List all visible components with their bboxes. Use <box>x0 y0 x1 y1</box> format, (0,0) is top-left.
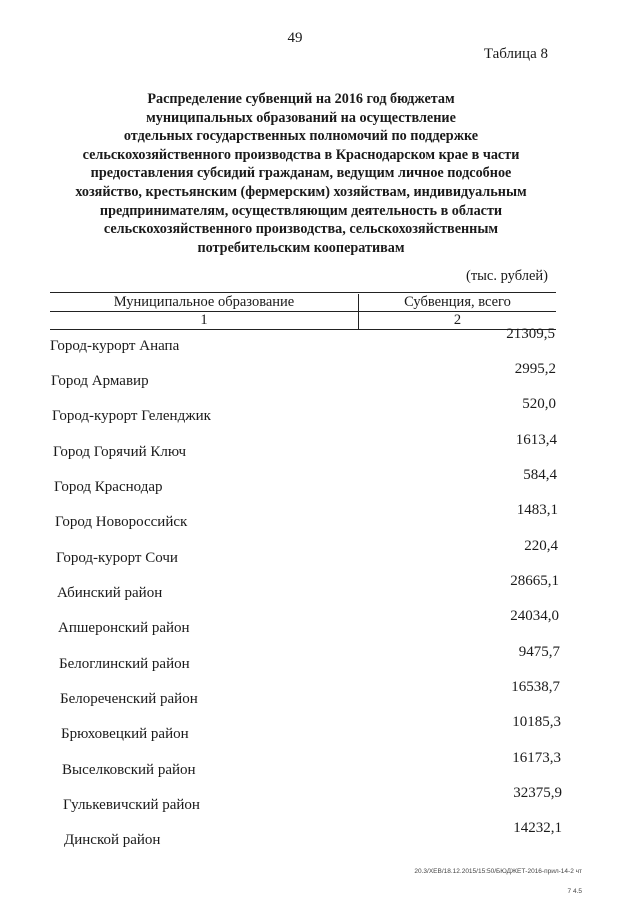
municipality-name: Город Краснодар <box>54 479 163 495</box>
municipality-name: Гулькевичский район <box>63 797 200 813</box>
subvention-value: 220,4 <box>524 538 558 554</box>
header-row-numbers <box>50 312 556 330</box>
municipality-name: Белоглинский район <box>59 656 190 672</box>
column-number-1: 1 <box>50 312 359 329</box>
table-row <box>0 361 640 389</box>
subvention-value: 9475,7 <box>518 644 560 660</box>
subvention-value: 32375,9 <box>513 785 562 801</box>
table-label: Таблица 8 <box>483 46 548 62</box>
municipality-name: Город Новороссийск <box>55 514 188 530</box>
column-number-2: 2 <box>453 312 462 328</box>
header-row-labels <box>50 293 556 312</box>
table-row <box>0 396 640 424</box>
municipality-name: Динской район <box>64 832 161 848</box>
table-row <box>0 502 640 530</box>
subvention-value: 10185,3 <box>512 714 561 730</box>
table-row <box>0 714 640 742</box>
table-row <box>0 644 640 672</box>
column-header-subvention: Субвенция, всего <box>404 294 511 310</box>
document-title: Распределение субвенций на 2016 год бюджетам муниципальных образований на осуществление отдельных государственных полномочий по поддержке сельскохозяйственного производства в Краснодарском крае в части предоставления субсидий гражданам, ведущим личное подсобное хозяйство, крестьянским (фермерским) хозяйствам, индивидуальным предпринимателям, осуществляющим деятельность в области сельскохозяйственного производства, сельскохозяйственным потребительским кооперативам <box>75 91 527 256</box>
table-row <box>0 326 640 354</box>
subvention-value: 584,4 <box>523 467 557 483</box>
column-header-municipality: Муниципальное образование <box>50 294 359 311</box>
subvention-value: 14232,1 <box>513 820 562 836</box>
subvention-value: 24034,0 <box>510 608 559 624</box>
subvention-value: 2995,2 <box>514 361 556 377</box>
municipality-name: Город-курорт Геленджик <box>52 408 211 424</box>
municipality-name: Город Армавир <box>51 373 149 389</box>
municipality-name: Белореченский район <box>60 691 198 707</box>
subvention-value: 16538,7 <box>511 679 560 695</box>
table-row <box>0 785 640 813</box>
subvention-value: 16173,3 <box>512 750 561 766</box>
table-row <box>0 467 640 495</box>
footer-mark: 7 4.5 <box>567 888 582 895</box>
table-row <box>0 679 640 707</box>
municipality-name: Город-курорт Сочи <box>56 550 178 566</box>
table-row <box>0 820 640 848</box>
municipality-name: Город Горячий Ключ <box>53 444 187 460</box>
subvention-value: 1483,1 <box>516 502 558 518</box>
subvention-value: 28665,1 <box>510 573 559 589</box>
table-row <box>0 538 640 566</box>
table-row <box>0 573 640 601</box>
table-header <box>50 292 556 330</box>
municipality-name: Выселковский район <box>62 762 196 778</box>
units-label: (тыс. рублей) <box>466 268 548 284</box>
subvention-value: 520,0 <box>522 396 556 412</box>
subvention-value: 1613,4 <box>515 432 557 448</box>
municipality-name: Брюховецкий район <box>61 726 189 742</box>
table-row <box>0 750 640 778</box>
subvention-value: 21309,5 <box>506 326 555 342</box>
footer-code: 20.3/XEB/18.12.2015/15:50/БЮДЖЕТ-2016-прил-14-2 чт <box>414 868 582 875</box>
page-number: 49 <box>287 30 303 46</box>
municipality-name: Город-курорт Анапа <box>50 338 180 354</box>
municipality-name: Абинский район <box>57 585 163 601</box>
municipality-name: Апшеронский район <box>58 620 190 636</box>
table-row <box>0 432 640 460</box>
table-row <box>0 608 640 636</box>
